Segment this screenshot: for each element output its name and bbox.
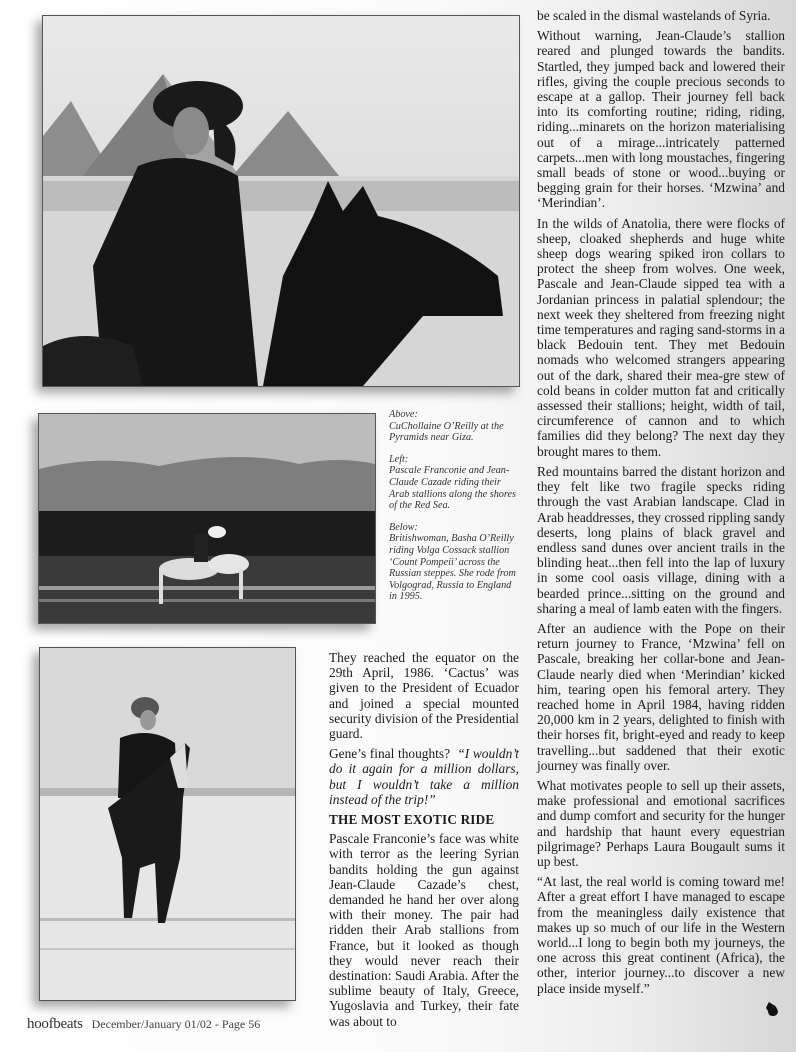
article-right-column (537, 8, 785, 1001)
issue-page: December/January 01/02 - Page 56 (91, 1017, 261, 1031)
photo-captions (389, 409, 521, 613)
horse-head-icon (765, 1001, 779, 1017)
paragraph: Pascale Franconie’s face was white with terror as the leering Syrian bandits holding the gun against Jean-Claude Cazade’s chest, demanded he hand her over along with their money. The pair had ridden their Arab stallions from France, but it looked as though they would never reach their destination: Saudi Arabia. After the sublime beauty of Italy, Greece, Yugoslavia and Turkey, their fate was about to (329, 831, 519, 1029)
paragraph: They reached the equator on the 29th April, 1986. ‘Cactus’ was given to the President of Ecuador and joined a special mounted security division of the Presidential guard. (329, 650, 519, 742)
photo-rider-russian-steppe (39, 647, 296, 1001)
photo-riders-red-sea (38, 413, 376, 624)
caption-above-label: Above: (389, 409, 418, 420)
paragraph: What motivates people to sell up their assets, make professional and emotional sacrifices and dump comfort and security for the hunger and hardship that haunt every equestrian pilgrimage? Perhaps Laura Bougault sums it up best. (537, 777, 785, 869)
paragraph: In the wilds of Anatolia, there were flocks of sheep, cloaked shepherds and huge white sheep dogs wearing spiked iron collars to protect the sheep from wolves. One week, Pascale and Jean-Claude sipped tea with a Jordanian princess in palatial splendour; the next week they sheltered from freezing night time temperatures and raging sand-storms in a black Bedouin tent. They met Bedouin nomads who welcomed strangers appearing out of the dark, shared their mea-gre stew of cold beans in colder mutton fat and critically assessed their stallions; height, width of tail, circumference of cannon and to which families did they belong? The next day they brought mares to them. (537, 215, 785, 459)
gene-quote: “I wouldn’t do it again for a million dollars, but I wouldn’t take a million instead of the trip!” (329, 746, 519, 807)
quote-lead: Gene’s final thoughts? (329, 746, 451, 762)
caption-above (389, 409, 521, 444)
paragraph: Red mountains barred the distant horizon and they felt like two fragile specks riding through the vast Arabian landscape. Clad in Arab headdresses, they crossed rippling sandy deserts, long plains of black gravel and endless sand dunes over ancient trails in the blinding heat...then fell into the lap of luxury in some cool oasis village, dining with a bearded prince...sitting on the ground and sharing a meal of lamb eaten with the fingers. (537, 463, 785, 616)
section-heading: THE MOST EXOTIC RIDE (329, 812, 495, 828)
magazine-name: hoofbeats (27, 1016, 83, 1032)
caption-below (389, 522, 521, 603)
paragraph-quote (329, 746, 519, 807)
caption-left-text: Pascale Franconie and Jean-Claude Cazade riding their Arab stallions along the shores of the Red Sea. (389, 465, 516, 512)
article-middle-column (329, 650, 519, 1034)
caption-below-text: Britishwoman, Basha O’Reilly riding Volga Cossack stallion ‘Count Pompeii’ across the Russian steppes. She rode from Volgograd, Russia to England in 1995. (389, 533, 516, 603)
caption-left-label: Left: (389, 453, 409, 465)
paragraph: Without warning, Jean-Claude’s stallion reared and plunged towards the bandits. Startled, they jumped back and lowered their rifles, giving the couple precious seconds to escape at a gallop. Their journey fell back into its comforting routine; riding, riding, riding...minarets on the horizon materialising out of a mirage...intricately patterned carpets...men with long moustaches, fingering small beads of stone or wood...buying or begging grain for their horses. ‘Mzwina’ and ‘Merindian’. (537, 28, 785, 211)
paragraph: “At last, the real world is coming toward me! After a great effort I have managed to escape from the meaningless daily existence that makes up so much of our life in the Western world...I long to begin both my journeys, the one across this great continent (Africa), the other, interior journey...to discover a new place inside myself.” (537, 874, 785, 996)
paragraph: After an audience with the Pope on their return journey to France, ‘Mzwina’ fell on Pascale, breaking her collar-bone and Jean-Claude nearly died when ‘Merindian’ kicked him, tearing open his femoral artery. They reached home in April 1984, having ridden 20,000 km in 2 years, delighted to finish with their horses fit, bright-eyed and ready to keep travelling...but saddened that their exotic journey was finally over. (537, 620, 785, 773)
photo-rider-at-pyramids (42, 15, 520, 387)
paragraph: be scaled in the dismal wastelands of Syria. (537, 8, 771, 23)
caption-left (389, 454, 521, 512)
page-footer (27, 1016, 260, 1033)
caption-above-text: CuChollaine O’Reilly at the Pyramids near Giza. (389, 420, 504, 444)
caption-below-label: Below: (389, 521, 418, 533)
